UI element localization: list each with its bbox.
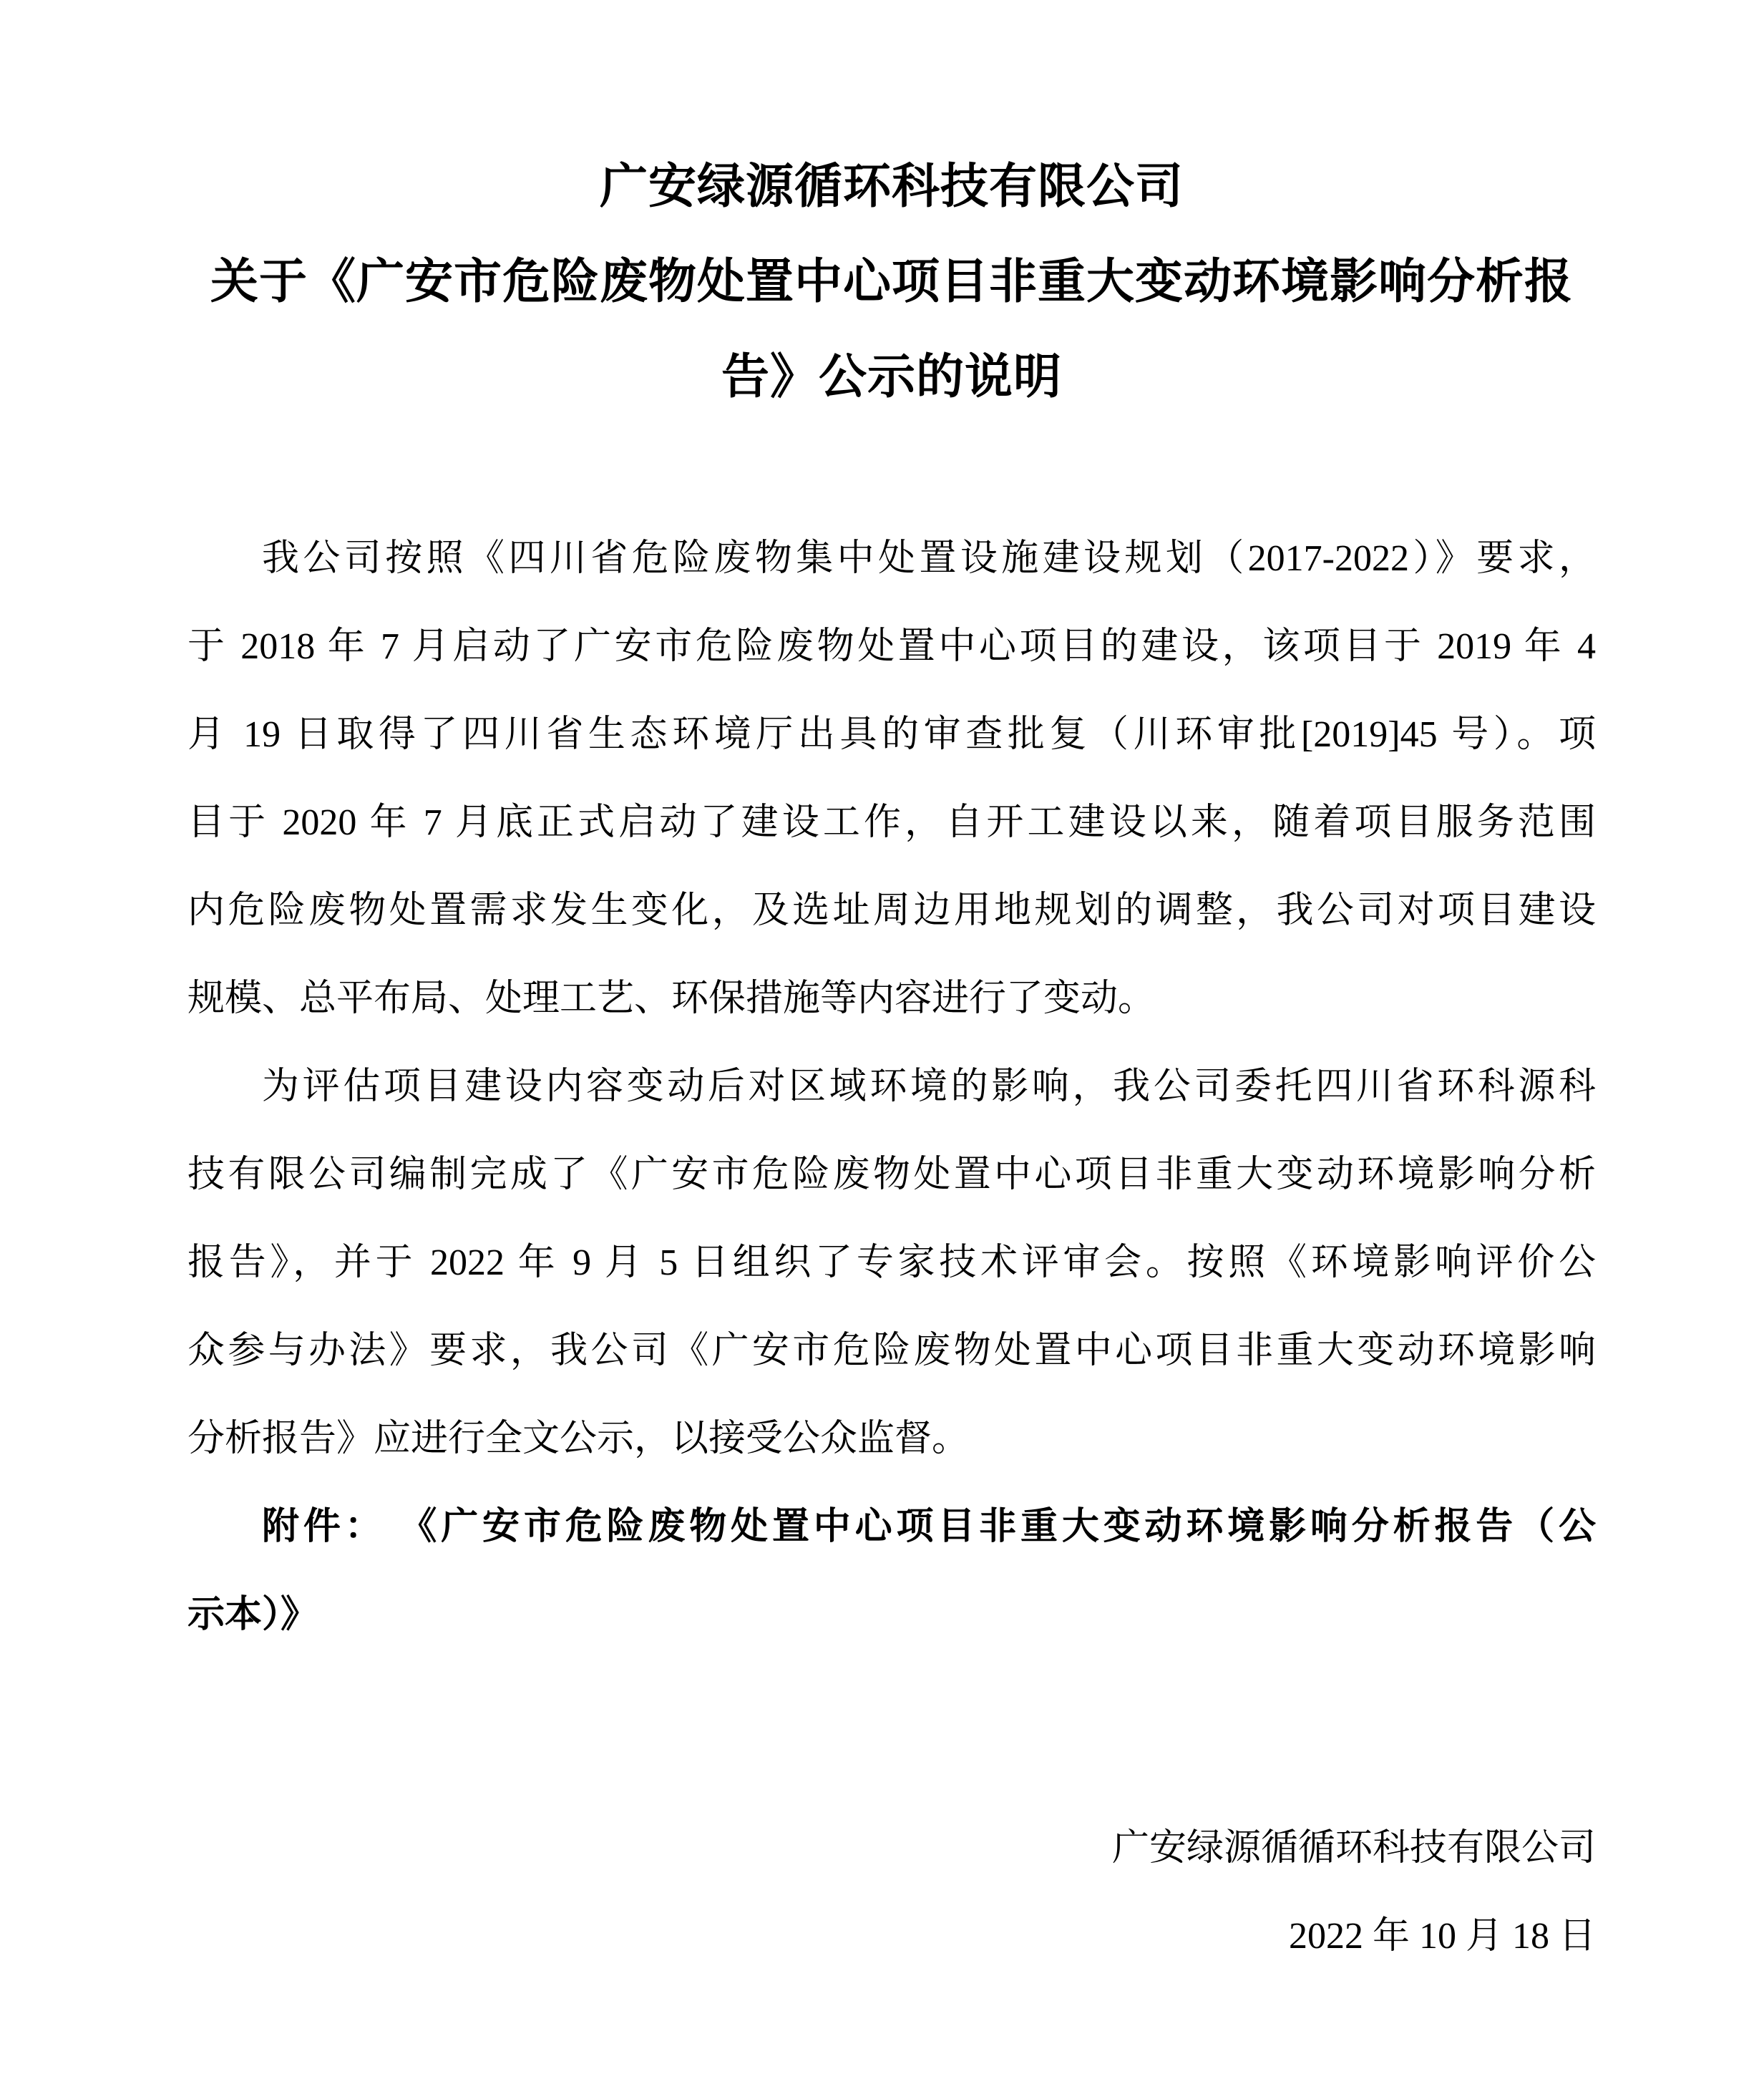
title-line-company: 广安绿源循环科技有限公司 [600,160,1184,213]
title-line-subject-cont: 告》公示的说明 [721,350,1062,404]
document-title [187,139,1596,424]
attachment-line: 附件： 《广安市危险废物处置中心项目非重大变动环境影响分析报告（公 [262,1506,1596,1547]
body-line: 月 19 日取得了四川省生态环境厅出具的审查批复（川环审批[2019]45 号）。项 [187,714,1596,755]
paragraph-assessment [187,1043,1596,1483]
title-line-subject: 关于《广安市危险废物处置中心项目非重大变动环境影响分析报 [210,255,1573,308]
body-line: 我公司按照《四川省危险废物集中处置设施建设规划（2017-2022）》要求， [262,538,1596,579]
body-line: 目于 2020 年 7 月底正式启动了建设工作，自开工建设以来，随着项目服务范围 [187,802,1596,843]
body-line: 为评估项目建设内容变动后对区域环境的影响，我公司委托四川省环科源科 [262,1066,1596,1107]
body-line: 技有限公司编制完成了《广安市危险废物处置中心项目非重大变动环境影响分析 [187,1154,1596,1195]
attachment-line: 示本）》 [187,1594,318,1635]
signature-block [187,1804,1596,1980]
body-line: 规模、总平布局、处理工艺、环保措施等内容进行了变动。 [187,978,1156,1019]
paragraph-background [187,515,1596,1043]
signature-date: 2022 年 10 月 18 日 [1288,1916,1596,1957]
paragraph-attachment [187,1483,1596,1659]
signature-company: 广安绿源循循环科技有限公司 [1111,1828,1596,1869]
body-line: 于 2018 年 7 月启动了广安市危险废物处置中心项目的建设，该项目于 2019 年 4 [187,626,1596,667]
body-line: 分析报告》应进行全文公示，以接受公众监督。 [187,1418,970,1459]
body-line: 报告》，并于 2022 年 9 月 5 日组织了专家技术评审会。按照《环境影响评价公 [187,1242,1596,1283]
document-body [187,515,1596,1659]
body-line: 众参与办法》要求，我公司《广安市危险废物处置中心项目非重大变动环境影响 [187,1330,1596,1371]
body-line: 内危险废物处置需求发生变化，及选址周边用地规划的调整，我公司对项目建设 [187,890,1596,931]
